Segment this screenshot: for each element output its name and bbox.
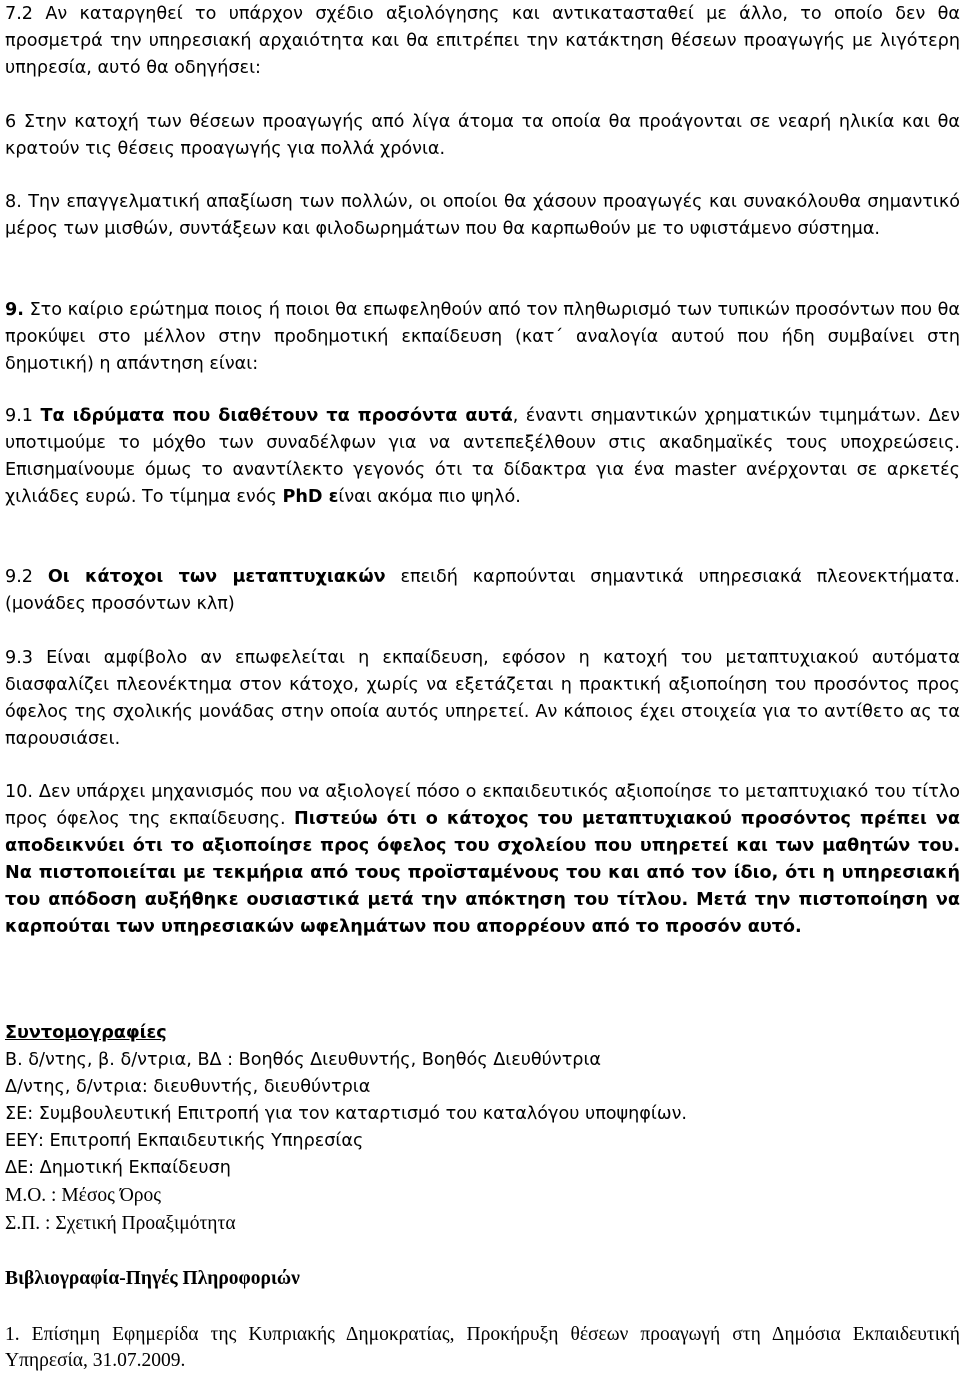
paragraph-10: 10. Δεν υπάρχει μηχανισμός που να αξιολογεί πόσο ο εκπαιδευτικός αξιοποίησε το μεταπτυχιακό του τίτλο προς όφελος της εκπαίδευσης. Πιστεύω ότι ο κάτοχος του μεταπτυχιακού προσόντος πρέπει να αποδεικνύει ότι το αξιοποίησε προς όφελος του σχολείου που υπηρετεί και των μαθητών του. Να πιστοποιείται με τεκμήρια από τους προϊσταμένους του και από τον ίδιο, ότι η υπηρεσιακή του απόδοση αυξήθηκε ουσιαστικά μετά την απόκτηση του τίτλου. Μετά την πιστοποίηση να καρπούται των υπηρεσιακών ωφελημάτων που απορρέουν από το προσόν αυτό.: [5, 782, 960, 937]
abbreviation-line: ΔΕ: Δημοτική Εκπαίδευση: [5, 1158, 231, 1178]
bibliography-heading: Βιβλιογραφία-Πηγές Πληροφοριών: [5, 1268, 300, 1289]
paragraph-6: 6 Στην κατοχή των θέσεων προαγωγής από λίγα άτομα τα οποία θα προάγονται σε νεαρή ηλικία και θα κρατούν τις θέσεις προαγωγής για πολλά χρόνια.: [5, 112, 960, 159]
paragraph-9-1: 9.1 Τα ιδρύματα που διαθέτουν τα προσόντα αυτά, έναντι σημαντικών χρηματικών τιμημάτων. Δεν υποτιμούμε το μόχθο των συναδέλφων για να αντεπεξέλθουν στις ακαδημαϊκές τους υποχρεώσεις. Επισημαίνουμε όμως το αναντίλεκτο γεγονός ότι τα δίδακτρα για ένα master ανέρχονται σε αρκετές χιλιάδες ευρώ. Το τίμημα ενός PhD είναι ακόμα πιο ψηλό.: [5, 406, 960, 507]
bibliography-item: 1. Επίσημη Εφημερίδα της Κυπριακής Δημοκρατίας, Προκήρυξη θέσεων προαγωγή στη Δημόσια Εκπαιδευτική Υπηρεσία, 31.07.2009.: [5, 1324, 960, 1371]
abbreviation-line: ΕΕΥ: Επιτροπή Εκπαιδευτικής Υπηρεσίας: [5, 1131, 364, 1151]
paragraph-9-3: 9.3 Είναι αμφίβολο αν επωφελείται η εκπαίδευση, εφόσον η κατοχή του μεταπτυχιακού αυτόματα διασφαλίζει πλεονέκτημα στον κάτοχο, χωρίς να εξετάζεται η πρακτική αξιοποίηση του προσόντος προς όφελος της σχολικής μονάδας στην οποία αυτός υπηρετεί. Αν κάποιος έχει στοιχεία για το αντίθετο ας τα παρουσιάσει.: [5, 648, 960, 749]
paragraph-8: 8. Την επαγγελματική απαξίωση των πολλών, οι οποίοι θα χάσουν προαγωγές και συνακόλουθα σημαντικό μέρος των μισθών, συντάξεων και φιλοδωρημάτων που θα καρπωθούν με το υφιστάμενο σύστημα.: [5, 192, 960, 239]
abbreviation-line: ΣΕ: Συμβουλευτική Επιτροπή για τον καταρτισμό του καταλόγου υποψηφίων.: [5, 1104, 688, 1124]
abbreviations-heading: Συντομογραφίες: [5, 1023, 167, 1043]
abbreviation-line: Β. δ/ντης, β. δ/ντρια, ΒΔ : Βοηθός Διευθυντής, Βοηθός Διευθύντρια: [5, 1050, 602, 1070]
paragraph-7-2: 7.2 Αν καταργηθεί το υπάρχον σχέδιο αξιολόγησης και αντικατασταθεί με άλλο, το οποίο δεν θα προσμετρά την υπηρεσιακή αρχαιότητα και θα επιτρέπει την κατάκτηση θέσεων προαγωγής με λιγότερη υπηρεσία, αυτό θα οδηγήσει:: [5, 4, 960, 78]
paragraph-9-2: 9.2 Οι κάτοχοι των μεταπτυχιακών επειδή καρπούνται σημαντικά υπηρεσιακά πλεονεκτήματα. (μονάδες προσόντων κλπ): [5, 567, 960, 614]
abbreviation-line: Σ.Π. : Σχετική Προαξιμότητα: [5, 1213, 236, 1234]
abbreviation-line: Μ.Ο. : Μέσος Όρος: [5, 1185, 162, 1206]
abbreviations-section: [5, 1020, 960, 1182]
abbreviations-serif: [5, 1183, 960, 1237]
paragraph-9: 9. Στο καίριο ερώτημα ποιος ή ποιοι θα επωφεληθούν από τον πληθωρισμό των τυπικών προσόντων που θα προκύψει στο μέλλον στην προδημοτική εκπαίδευση (κατ΄ αναλογία αυτού που ήδη συμβαίνει στη δημοτική) η απάντηση είναι:: [5, 300, 960, 374]
abbreviation-line: Δ/ντης, δ/ντρια: διευθυντής, διευθύντρια: [5, 1077, 371, 1097]
